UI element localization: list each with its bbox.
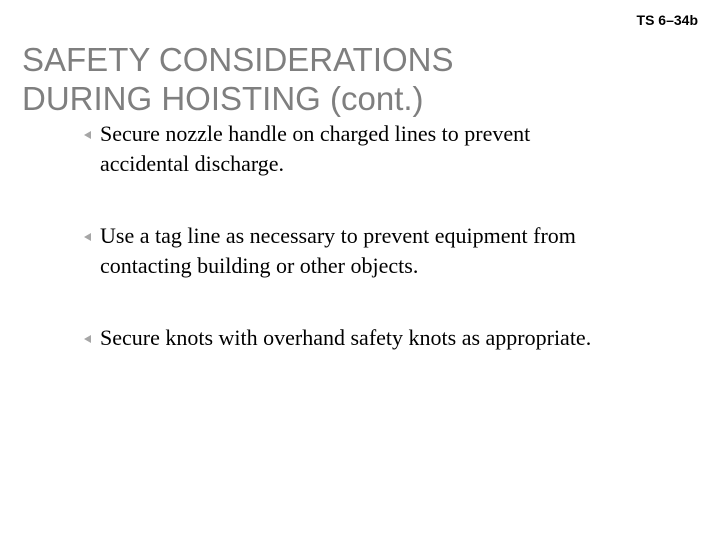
- bullet-line: Secure nozzle handle on charged lines to prevent: [100, 121, 531, 146]
- bullet-line: Secure knots with overhand safety knots as appropriate.: [100, 325, 592, 350]
- bullet-item: [84, 119, 704, 179]
- slide-title: [22, 40, 622, 118]
- bullet-line: Use a tag line as necessary to prevent equipment from: [100, 223, 576, 248]
- bullet-triangle-icon: [84, 233, 91, 241]
- bullet-item: [84, 323, 704, 353]
- bullet-triangle-icon: [84, 131, 91, 139]
- bullet-triangle-icon: [84, 335, 91, 343]
- slide-number: TS 6–34b: [636, 12, 698, 28]
- slide-title-line: SAFETY CONSIDERATIONS: [22, 41, 454, 78]
- bullet-item: [84, 221, 704, 281]
- bullet-line: accidental discharge.: [100, 151, 285, 176]
- bullet-list: [84, 119, 704, 353]
- slide-title-line: DURING HOISTING (cont.): [22, 80, 424, 117]
- bullet-line: contacting building or other objects.: [100, 253, 419, 278]
